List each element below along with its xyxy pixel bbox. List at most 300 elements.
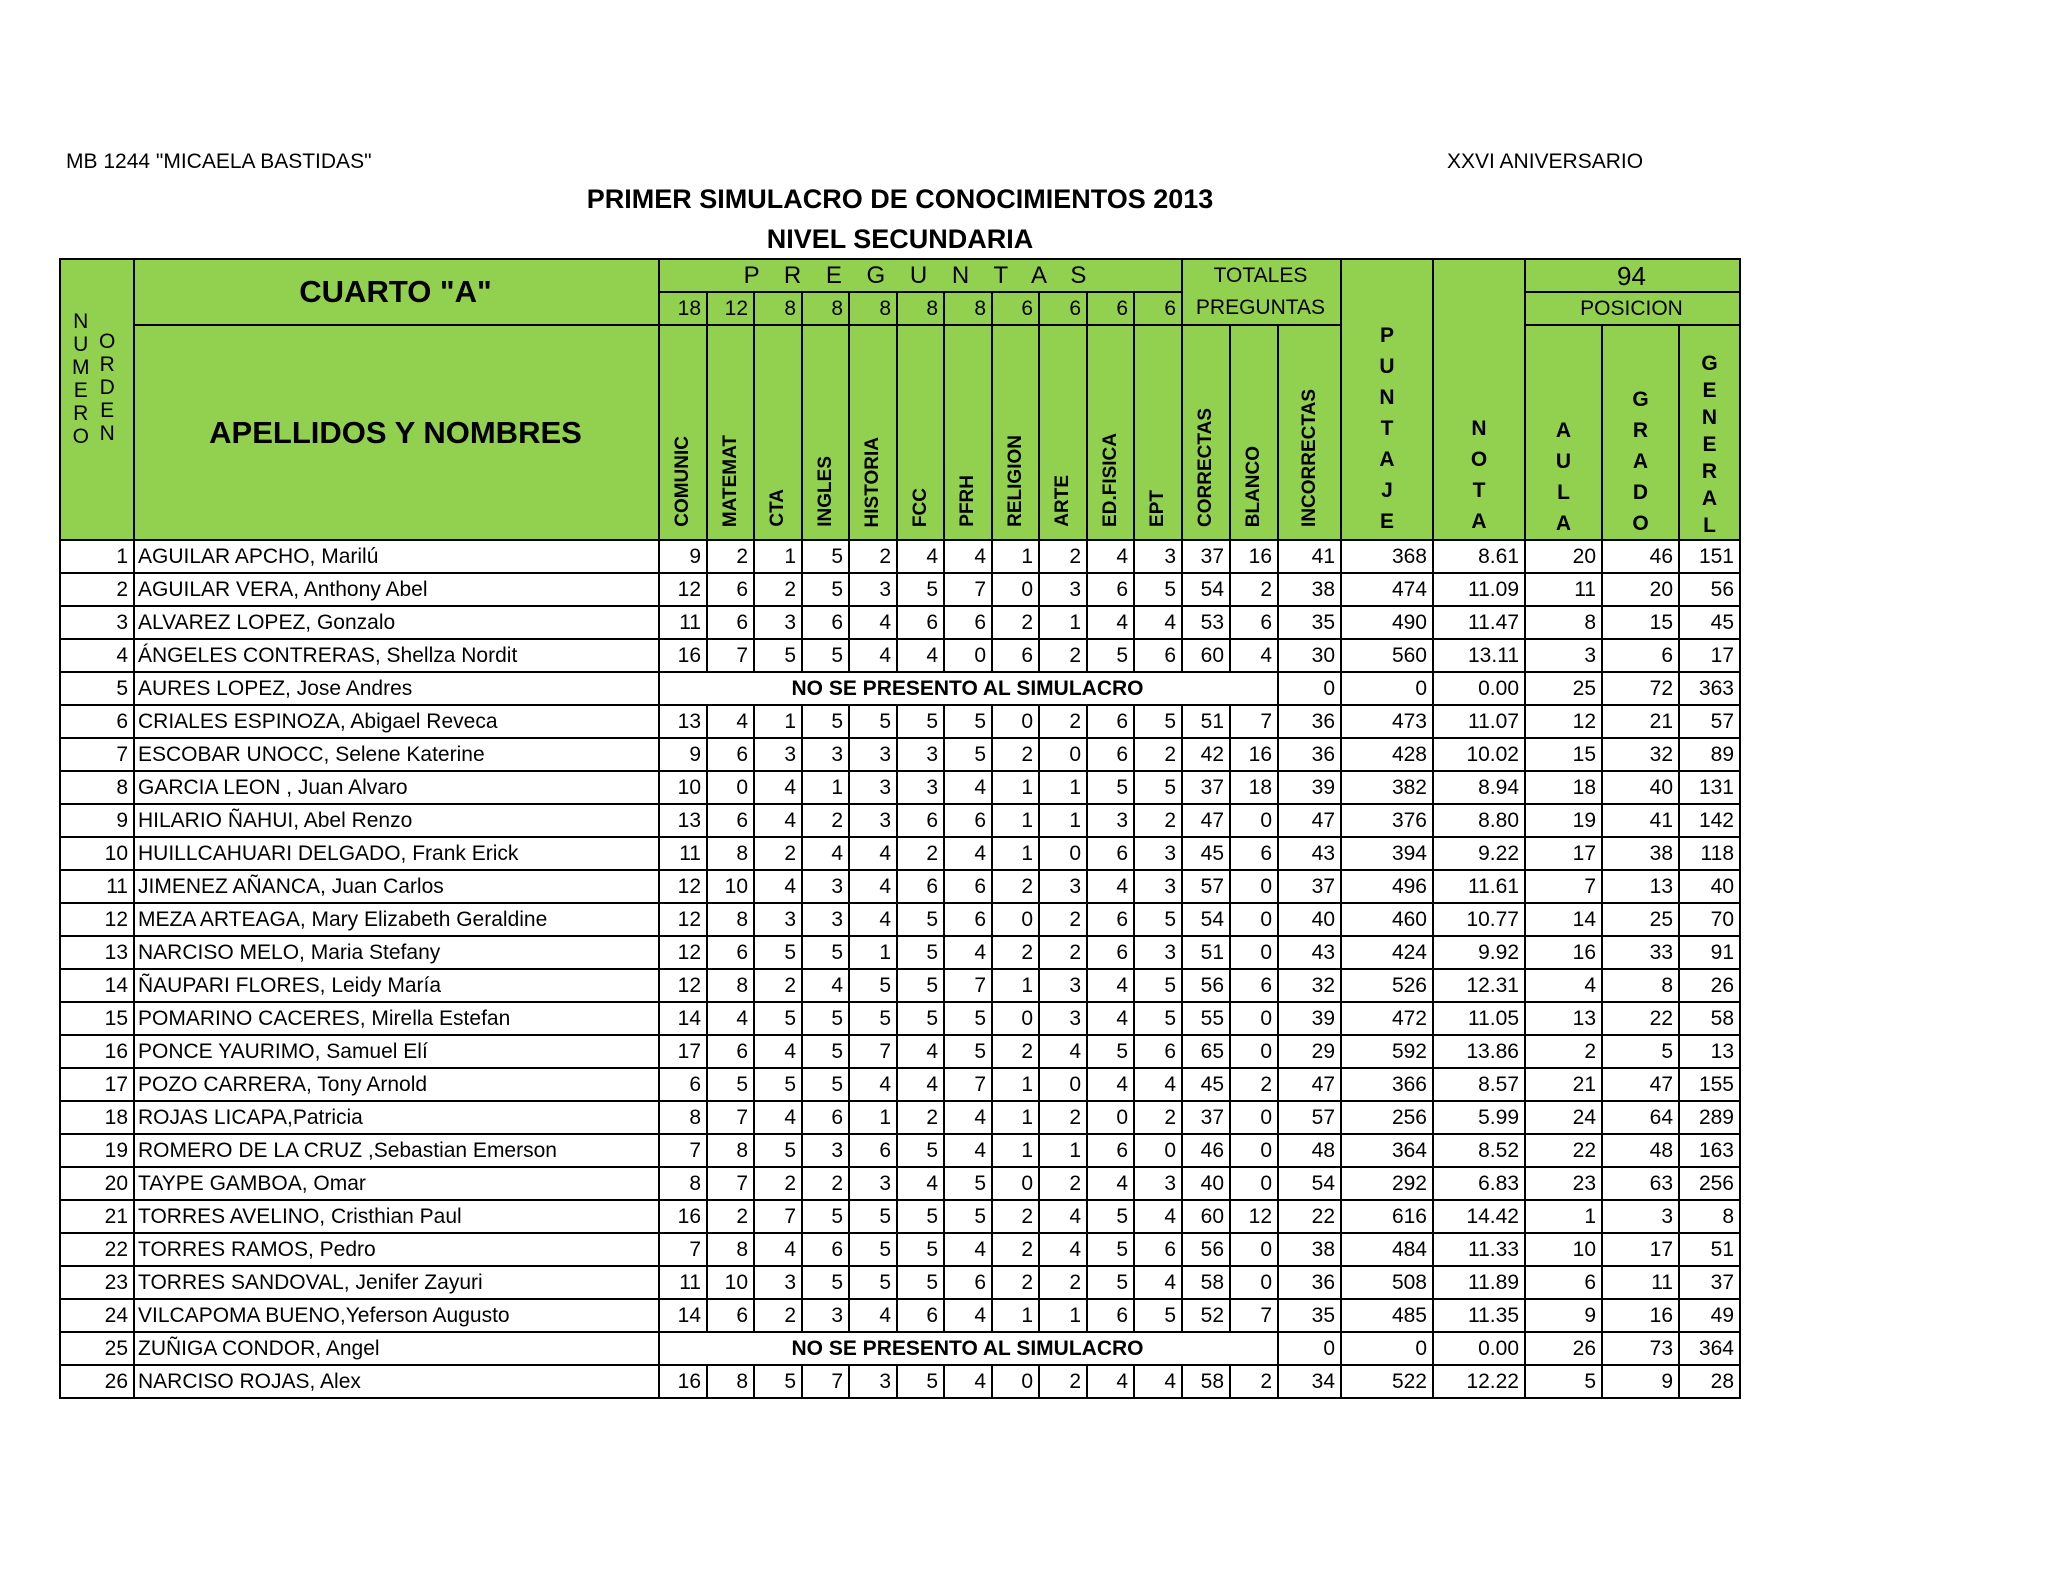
subject-score: 2 (754, 969, 802, 1002)
blanco-value: 2 (1230, 1068, 1278, 1101)
subject-score: 3 (1087, 804, 1134, 837)
correctas-value: 37 (1182, 540, 1230, 573)
subject-score: 6 (944, 1266, 992, 1299)
nota-letter: A (1471, 510, 1487, 533)
blanco-value: 12 (1230, 1200, 1278, 1233)
grado-header (1602, 325, 1679, 540)
nota-value: 10.77 (1433, 903, 1525, 936)
incorrectas-value: 36 (1278, 738, 1341, 771)
subject-score: 6 (897, 1299, 944, 1332)
subject-score: 1 (1039, 1299, 1087, 1332)
table-row (60, 705, 1740, 738)
row-number: 23 (60, 1266, 134, 1299)
subject-score: 2 (1039, 936, 1087, 969)
incorrectas-value: 35 (1278, 606, 1341, 639)
subject-score: 2 (754, 573, 802, 606)
row-number: 5 (60, 672, 134, 705)
subject-score: 5 (944, 738, 992, 771)
subject-score: 4 (1087, 1002, 1134, 1035)
general-position: 118 (1679, 837, 1740, 870)
subject-score: 5 (849, 969, 897, 1002)
aula-position: 9 (1525, 1299, 1602, 1332)
subject-score: 4 (802, 969, 849, 1002)
question-count: 8 (802, 292, 849, 325)
nota-value: 9.92 (1433, 936, 1525, 969)
posicion-label: POSICION (1525, 292, 1740, 325)
subject-score: 4 (1087, 606, 1134, 639)
subject-score: 5 (754, 1002, 802, 1035)
puntaje-letter: N (1379, 386, 1395, 409)
section-label: CUARTO "A" (134, 259, 659, 325)
subject-score: 3 (754, 606, 802, 639)
subject-score: 2 (754, 837, 802, 870)
puntaje-value: 428 (1341, 738, 1433, 771)
grado-position: 73 (1602, 1332, 1679, 1365)
subject-score: 1 (992, 1101, 1039, 1134)
table-row (60, 969, 1740, 1002)
orden-letter: E (100, 399, 115, 422)
subject-score: 4 (944, 771, 992, 804)
student-name: HUILLCAHUARI DELGADO, Frank Erick (134, 837, 659, 870)
aula-position: 26 (1525, 1332, 1602, 1365)
subject-score: 4 (849, 870, 897, 903)
table-row (60, 1233, 1740, 1266)
row-number: 6 (60, 705, 134, 738)
numero-letter: R (73, 402, 89, 425)
row-number: 14 (60, 969, 134, 1002)
blanco-value: 0 (1230, 1233, 1278, 1266)
general-position: 70 (1679, 903, 1740, 936)
aula-position: 6 (1525, 1266, 1602, 1299)
subject-score: 0 (1039, 738, 1087, 771)
subject-score: 2 (754, 1167, 802, 1200)
general-position: 56 (1679, 573, 1740, 606)
subject-score: 5 (897, 705, 944, 738)
subject-score: 9 (659, 540, 707, 573)
numero-letter: N (73, 310, 89, 333)
subject-score: 5 (802, 1200, 849, 1233)
subject-score: 5 (1134, 573, 1182, 606)
subject-score: 10 (707, 1266, 754, 1299)
subject-score: 5 (849, 1002, 897, 1035)
row-number: 2 (60, 573, 134, 606)
general-position: 45 (1679, 606, 1740, 639)
subject-score: 2 (992, 606, 1039, 639)
subject-score: 4 (944, 1233, 992, 1266)
subject-score: 2 (992, 1200, 1039, 1233)
student-name: VILCAPOMA BUENO,Yeferson Augusto (134, 1299, 659, 1332)
blanco-value: 0 (1230, 870, 1278, 903)
puntaje-value: 366 (1341, 1068, 1433, 1101)
blanco-value: 18 (1230, 771, 1278, 804)
subject-score: 5 (802, 1002, 849, 1035)
subject-score: 2 (897, 837, 944, 870)
subject-score: 6 (707, 606, 754, 639)
subject-score: 6 (1134, 1035, 1182, 1068)
subject-score: 5 (1134, 771, 1182, 804)
grado-letter: D (1632, 481, 1649, 504)
puntaje-value: 473 (1341, 705, 1433, 738)
subject-score: 5 (1087, 1035, 1134, 1068)
table-row (60, 573, 1740, 606)
student-name: ESCOBAR UNOCC, Selene Katerine (134, 738, 659, 771)
subject-score: 5 (897, 936, 944, 969)
subject-score: 4 (754, 1233, 802, 1266)
student-name: POMARINO CACERES, Mirella Estefan (134, 1002, 659, 1035)
general-position: 151 (1679, 540, 1740, 573)
subject-score: 5 (1087, 771, 1134, 804)
student-name: POZO CARRERA, Tony Arnold (134, 1068, 659, 1101)
subject-score: 2 (992, 1233, 1039, 1266)
subject-score: 7 (944, 969, 992, 1002)
row-number: 22 (60, 1233, 134, 1266)
subject-score: 1 (992, 771, 1039, 804)
subject-score: 1 (849, 1101, 897, 1134)
row-number: 9 (60, 804, 134, 837)
correctas-value: 60 (1182, 1200, 1230, 1233)
puntaje-value: 485 (1341, 1299, 1433, 1332)
grado-position: 13 (1602, 870, 1679, 903)
puntaje-value: 292 (1341, 1167, 1433, 1200)
aula-position: 25 (1525, 672, 1602, 705)
puntaje-value: 0 (1341, 1332, 1433, 1365)
row-number: 12 (60, 903, 134, 936)
student-name: ROJAS LICAPA,Patricia (134, 1101, 659, 1134)
subject-score: 5 (944, 1002, 992, 1035)
puntaje-value: 376 (1341, 804, 1433, 837)
aula-position: 18 (1525, 771, 1602, 804)
subject-score: 4 (1134, 1365, 1182, 1398)
subject-score: 0 (1134, 1134, 1182, 1167)
subject-score: 8 (707, 1365, 754, 1398)
general-letter: E (1702, 433, 1717, 456)
nota-value: 0.00 (1433, 1332, 1525, 1365)
subject-score: 6 (802, 606, 849, 639)
row-number: 17 (60, 1068, 134, 1101)
subject-score: 5 (849, 705, 897, 738)
subject-score: 5 (707, 1068, 754, 1101)
grado-letter: R (1632, 419, 1649, 442)
correctas-value: 42 (1182, 738, 1230, 771)
nota-value: 11.89 (1433, 1266, 1525, 1299)
subject-score: 4 (944, 1134, 992, 1167)
table-row (60, 672, 1740, 705)
grado-position: 33 (1602, 936, 1679, 969)
subject-label: EPT (1147, 490, 1168, 527)
puntaje-value: 460 (1341, 903, 1433, 936)
subject-score: 5 (897, 1200, 944, 1233)
table-row (60, 936, 1740, 969)
subject-score: 7 (944, 1068, 992, 1101)
aula-position: 10 (1525, 1233, 1602, 1266)
question-count: 12 (707, 292, 754, 325)
blanco-value: 6 (1230, 606, 1278, 639)
subject-score: 5 (944, 705, 992, 738)
incorrectas-value: 47 (1278, 804, 1341, 837)
blanco-value: 0 (1230, 903, 1278, 936)
correctas-value: 52 (1182, 1299, 1230, 1332)
subject-score: 9 (659, 738, 707, 771)
subject-score: 3 (849, 1167, 897, 1200)
subject-score: 6 (897, 606, 944, 639)
incorrectas-value: 38 (1278, 1233, 1341, 1266)
subject-score: 5 (849, 1266, 897, 1299)
subject-score: 4 (849, 639, 897, 672)
totals-label: INCORRECTAS (1298, 389, 1320, 527)
student-name: HILARIO ÑAHUI, Abel Renzo (134, 804, 659, 837)
student-name: PONCE YAURIMO, Samuel Elí (134, 1035, 659, 1068)
totals-label: CORRECTAS (1195, 408, 1216, 527)
blanco-value: 0 (1230, 1035, 1278, 1068)
subject-score: 3 (849, 573, 897, 606)
nota-header (1433, 259, 1525, 540)
table-row (60, 903, 1740, 936)
subject-score: 0 (992, 573, 1039, 606)
puntaje-value: 368 (1341, 540, 1433, 573)
subject-score: 2 (992, 1035, 1039, 1068)
row-number: 13 (60, 936, 134, 969)
subject-score: 14 (659, 1299, 707, 1332)
subject-label: HISTORIA (862, 436, 883, 527)
subject-score: 3 (849, 804, 897, 837)
question-count: 8 (897, 292, 944, 325)
page-subtitle: NIVEL SECUNDARIA (766, 224, 1034, 254)
nota-value: 8.57 (1433, 1068, 1525, 1101)
subject-score: 5 (754, 1134, 802, 1167)
general-position: 57 (1679, 705, 1740, 738)
table-row (60, 606, 1740, 639)
nota-value: 13.86 (1433, 1035, 1525, 1068)
puntaje-value: 382 (1341, 771, 1433, 804)
row-number: 15 (60, 1002, 134, 1035)
subject-score: 6 (707, 738, 754, 771)
subject-score: 13 (659, 804, 707, 837)
subject-score: 7 (754, 1200, 802, 1233)
row-number: 11 (60, 870, 134, 903)
subject-score: 6 (1134, 639, 1182, 672)
student-name: ROMERO DE LA CRUZ ,Sebastian Emerson (134, 1134, 659, 1167)
subject-score: 3 (754, 738, 802, 771)
blanco-value: 7 (1230, 705, 1278, 738)
correctas-value: 53 (1182, 606, 1230, 639)
subject-score: 6 (944, 606, 992, 639)
aula-position: 23 (1525, 1167, 1602, 1200)
nota-value: 8.61 (1433, 540, 1525, 573)
correctas-value: 45 (1182, 1068, 1230, 1101)
subject-score: 8 (707, 1134, 754, 1167)
aula-position: 8 (1525, 606, 1602, 639)
grado-position: 41 (1602, 804, 1679, 837)
subject-label: FCC (909, 487, 931, 527)
subject-score: 5 (897, 1002, 944, 1035)
correctas-value: 57 (1182, 870, 1230, 903)
puntaje-letter: E (1379, 510, 1394, 533)
subject-score: 3 (802, 870, 849, 903)
subject-score: 5 (1134, 1002, 1182, 1035)
subject-score: 2 (849, 540, 897, 573)
puntaje-value: 490 (1341, 606, 1433, 639)
subject-score: 6 (802, 1233, 849, 1266)
orden-letter: O (99, 330, 116, 353)
subject-score: 5 (1134, 705, 1182, 738)
subject-score: 7 (659, 1233, 707, 1266)
subject-score: 1 (992, 969, 1039, 1002)
subject-score: 4 (754, 771, 802, 804)
subject-score: 5 (754, 1068, 802, 1101)
subject-score: 1 (1039, 771, 1087, 804)
row-number: 20 (60, 1167, 134, 1200)
subject-score: 5 (1087, 1233, 1134, 1266)
table-row (60, 1002, 1740, 1035)
student-name: AGUILAR VERA, Anthony Abel (134, 573, 659, 606)
subject-score: 3 (1039, 573, 1087, 606)
general-letter: A (1701, 487, 1718, 510)
nota-value: 11.33 (1433, 1233, 1525, 1266)
subject-score: 2 (1134, 1101, 1182, 1134)
subject-score: 7 (849, 1035, 897, 1068)
subject-score: 17 (659, 1035, 707, 1068)
subject-header (1134, 325, 1182, 540)
subject-score: 4 (897, 1035, 944, 1068)
general-position: 289 (1679, 1101, 1740, 1134)
subject-score: 2 (802, 804, 849, 837)
subject-score: 5 (849, 1233, 897, 1266)
subject-score: 6 (1087, 738, 1134, 771)
general-position: 58 (1679, 1002, 1740, 1035)
subject-label: INGLES (814, 456, 836, 527)
correctas-value: 46 (1182, 1134, 1230, 1167)
subject-score: 4 (707, 705, 754, 738)
subject-score: 8 (707, 969, 754, 1002)
subject-score: 1 (992, 837, 1039, 870)
subject-score: 4 (1039, 1200, 1087, 1233)
correctas-value: 56 (1182, 969, 1230, 1002)
question-count: 6 (992, 292, 1039, 325)
nota-letter: N (1471, 417, 1487, 440)
nota-letter: T (1472, 479, 1486, 502)
incorrectas-value: 47 (1278, 1068, 1341, 1101)
subject-score: 2 (707, 1200, 754, 1233)
subject-score: 4 (897, 639, 944, 672)
row-number: 10 (60, 837, 134, 870)
subject-score: 4 (1134, 606, 1182, 639)
table-row (60, 1167, 1740, 1200)
puntaje-value: 424 (1341, 936, 1433, 969)
subject-score: 5 (1087, 639, 1134, 672)
subject-score: 2 (1134, 738, 1182, 771)
grado-position: 20 (1602, 573, 1679, 606)
subject-score: 4 (1087, 969, 1134, 1002)
subject-score: 4 (849, 1068, 897, 1101)
subject-score: 1 (992, 540, 1039, 573)
subject-score: 4 (1039, 1233, 1087, 1266)
subject-score: 6 (707, 1035, 754, 1068)
puntaje-letter: P (1379, 324, 1394, 347)
table-row (60, 1365, 1740, 1398)
row-number: 1 (60, 540, 134, 573)
puntaje-value: 364 (1341, 1134, 1433, 1167)
blanco-value: 0 (1230, 1167, 1278, 1200)
general-position: 89 (1679, 738, 1740, 771)
incorrectas-value: 54 (1278, 1167, 1341, 1200)
correctas-value: 54 (1182, 903, 1230, 936)
student-name: ÁNGELES CONTRERAS, Shellza Nordit (134, 639, 659, 672)
nota-value: 0.00 (1433, 672, 1525, 705)
blanco-value: 7 (1230, 1299, 1278, 1332)
subject-header (754, 325, 802, 540)
subject-score: 6 (897, 804, 944, 837)
subject-score: 4 (754, 1101, 802, 1134)
incorrectas-value: 36 (1278, 1266, 1341, 1299)
subject-score: 7 (707, 1167, 754, 1200)
grado-position: 5 (1602, 1035, 1679, 1068)
subject-score: 12 (659, 936, 707, 969)
subject-score: 5 (754, 639, 802, 672)
table-row (60, 1134, 1740, 1167)
subject-score: 3 (802, 738, 849, 771)
nota-value: 6.83 (1433, 1167, 1525, 1200)
subject-score: 2 (992, 1266, 1039, 1299)
incorrectas-value: 43 (1278, 837, 1341, 870)
grado-position: 64 (1602, 1101, 1679, 1134)
subject-score: 5 (802, 573, 849, 606)
row-number: 19 (60, 1134, 134, 1167)
puntaje-header (1341, 259, 1433, 540)
subject-score: 6 (1087, 705, 1134, 738)
subject-score: 16 (659, 1200, 707, 1233)
question-count: 6 (1039, 292, 1087, 325)
subject-score: 3 (897, 738, 944, 771)
table-row (60, 1266, 1740, 1299)
subject-score: 5 (849, 1200, 897, 1233)
subject-score: 2 (1039, 1365, 1087, 1398)
subject-score: 10 (707, 870, 754, 903)
blanco-value: 6 (1230, 969, 1278, 1002)
blanco-value: 2 (1230, 573, 1278, 606)
row-number: 18 (60, 1101, 134, 1134)
grado-position: 21 (1602, 705, 1679, 738)
general-letter: R (1701, 460, 1718, 483)
subject-label: PFRH (957, 475, 978, 527)
subject-score: 5 (897, 573, 944, 606)
not-present-notice: NO SE PRESENTO AL SIMULACRO (659, 1332, 1278, 1365)
grado-position: 15 (1602, 606, 1679, 639)
subject-score: 3 (1039, 870, 1087, 903)
subject-score: 8 (659, 1101, 707, 1134)
subject-score: 8 (707, 903, 754, 936)
general-position: 364 (1679, 1332, 1740, 1365)
not-present-notice: NO SE PRESENTO AL SIMULACRO (659, 672, 1278, 705)
aula-position: 2 (1525, 1035, 1602, 1068)
subject-score: 4 (897, 1167, 944, 1200)
subject-header (1087, 325, 1134, 540)
nota-value: 8.80 (1433, 804, 1525, 837)
aula-position: 3 (1525, 639, 1602, 672)
subject-score: 4 (1087, 1068, 1134, 1101)
subject-score: 6 (1134, 1233, 1182, 1266)
puntaje-letter: J (1381, 479, 1393, 502)
aula-letter: L (1557, 481, 1570, 504)
subject-score: 1 (992, 1134, 1039, 1167)
subject-score: 5 (944, 1167, 992, 1200)
correctas-value: 58 (1182, 1266, 1230, 1299)
student-name: AGUILAR APCHO, Marilú (134, 540, 659, 573)
subject-score: 5 (944, 1200, 992, 1233)
incorrectas-value: 35 (1278, 1299, 1341, 1332)
subject-score: 14 (659, 1002, 707, 1035)
subject-score: 6 (1087, 573, 1134, 606)
incorrectas-value: 29 (1278, 1035, 1341, 1068)
